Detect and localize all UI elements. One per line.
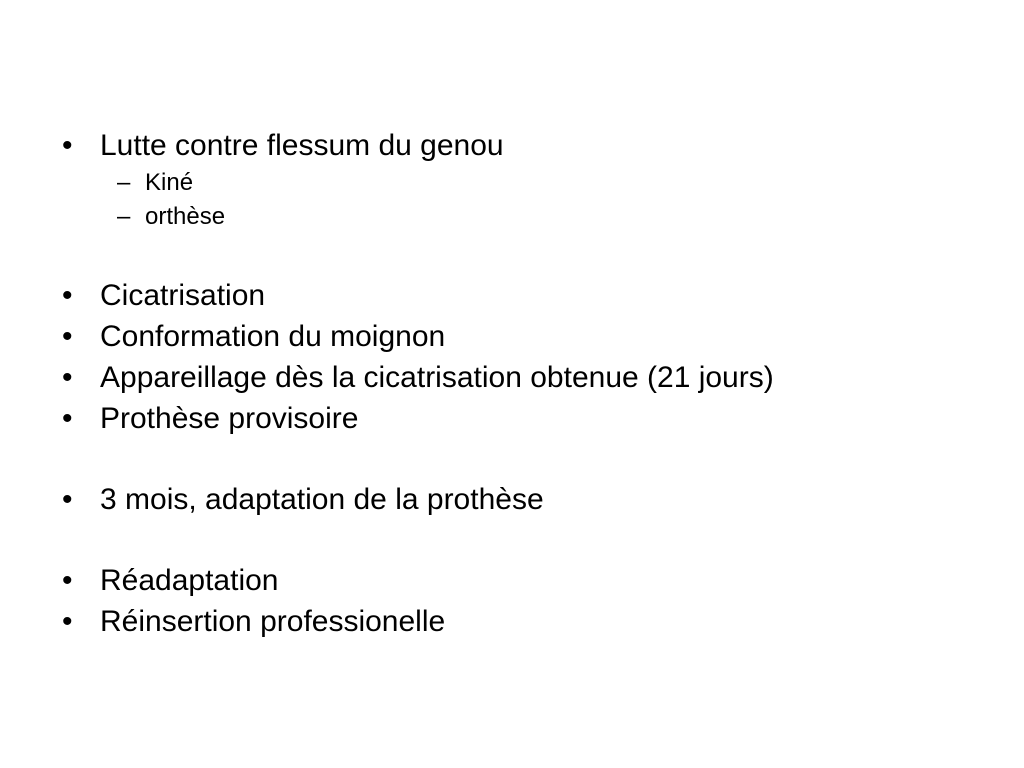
sub-bullet-item bbox=[117, 169, 194, 196]
bullet-item bbox=[62, 361, 774, 394]
bullet-text: 3 mois, adaptation de la prothèse bbox=[100, 483, 544, 516]
bullet-text: Prothèse provisoire bbox=[100, 402, 359, 435]
bullet-text: Appareillage dès la cicatrisation obtenue (21 jours) bbox=[100, 361, 774, 394]
bullet-item bbox=[62, 605, 446, 638]
bullet-marker: • bbox=[62, 279, 73, 312]
bullet-item bbox=[62, 320, 446, 353]
bullet-item bbox=[62, 129, 504, 162]
bullet-marker: • bbox=[62, 361, 73, 394]
bullet-item bbox=[62, 564, 279, 597]
bullet-marker: • bbox=[62, 129, 73, 162]
bullet-item bbox=[62, 279, 266, 312]
bullet-marker: • bbox=[62, 402, 73, 435]
sub-bullet-text: orthèse bbox=[145, 203, 226, 230]
bullet-text: Lutte contre flessum du genou bbox=[100, 129, 504, 162]
bullet-marker: • bbox=[62, 605, 73, 638]
dash-marker: – bbox=[117, 169, 131, 196]
bullet-marker: • bbox=[62, 320, 73, 353]
dash-marker: – bbox=[117, 203, 131, 230]
bullet-marker: • bbox=[62, 564, 73, 597]
bullet-text: Cicatrisation bbox=[100, 279, 266, 312]
sub-bullet-item bbox=[117, 203, 226, 230]
bullet-text: Conformation du moignon bbox=[100, 320, 446, 353]
bullet-marker: • bbox=[62, 483, 73, 516]
bullet-text: Réadaptation bbox=[100, 564, 279, 597]
bullet-item bbox=[62, 402, 359, 435]
bullet-text: Réinsertion professionelle bbox=[100, 605, 446, 638]
sub-bullet-text: Kiné bbox=[145, 169, 194, 196]
bullet-item bbox=[62, 483, 544, 516]
